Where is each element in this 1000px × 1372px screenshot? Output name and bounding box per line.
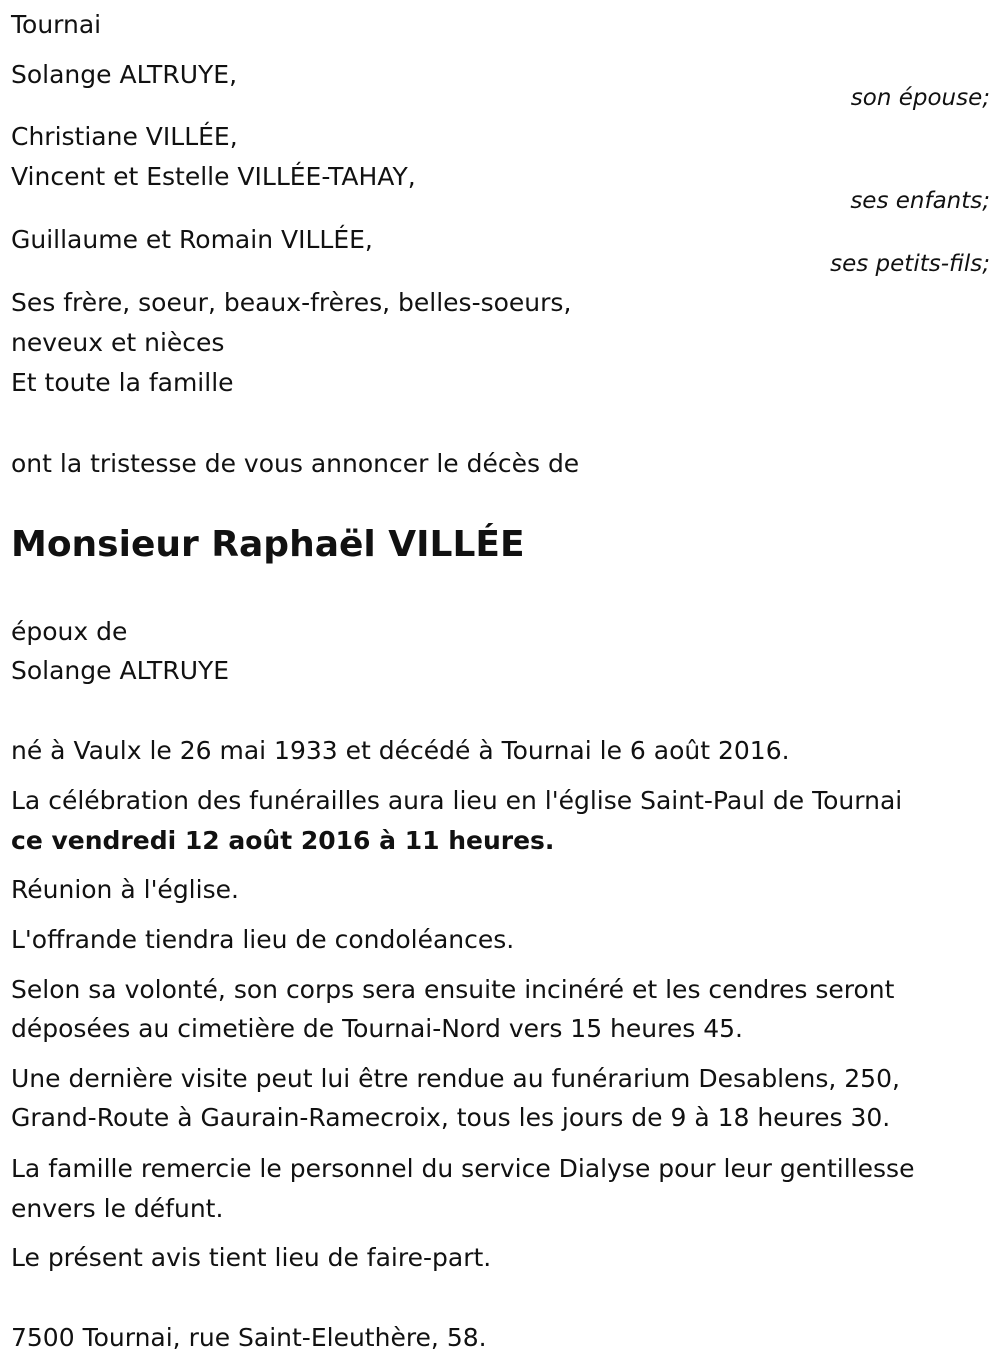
notice-line: Le présent avis tient lieu de faire-part.	[11, 1243, 492, 1272]
spouse-relation: son épouse;	[850, 85, 990, 111]
spouse-of-name: Solange ALTRUYE	[11, 656, 230, 685]
visit-line: Grand-Route à Gaurain-Ramecroix, tous les jours de 9 à 18 heures 30.	[11, 1103, 891, 1132]
children-relation: ses enfants;	[850, 188, 990, 214]
cremation-line: déposées au cimetière de Tournai-Nord vers 15 heures 45.	[11, 1014, 743, 1043]
visit-line: Une dernière visite peut lui être rendue au funérarium Desablens, 250,	[11, 1064, 900, 1093]
spouse-of-label: époux de	[11, 617, 128, 646]
cremation-line: Selon sa volonté, son corps sera ensuite incinéré et les cendres seront	[11, 975, 895, 1004]
funeral-place: La célébration des funérailles aura lieu en l'église Saint-Paul de Tournai	[11, 786, 903, 815]
city-heading: Tournai	[11, 10, 102, 39]
birth-death-dates: né à Vaulx le 26 mai 1933 et décédé à Tournai le 6 août 2016.	[11, 736, 790, 765]
family-address: 7500 Tournai, rue Saint-Eleuthère, 58.	[11, 1323, 487, 1352]
announcement-text: ont la tristesse de vous annoncer le décès de	[11, 449, 580, 478]
offering-note: L'offrande tiendra lieu de condoléances.	[11, 925, 515, 954]
funeral-datetime: ce vendredi 12 août 2016 à 11 heures.	[11, 826, 555, 855]
other-family-line: neveux et nièces	[11, 328, 225, 357]
grandchildren-names: Guillaume et Romain VILLÉE,	[11, 225, 373, 254]
thanks-line: La famille remercie le personnel du service Dialyse pour leur gentillesse	[11, 1154, 915, 1183]
deceased-name: Monsieur Raphaël VILLÉE	[11, 524, 525, 565]
thanks-line: envers le défunt.	[11, 1194, 224, 1223]
child-name: Christiane VILLÉE,	[11, 122, 238, 151]
other-family-line: Et toute la famille	[11, 368, 234, 397]
grandchildren-relation: ses petits-fils;	[830, 251, 990, 277]
child-name: Vincent et Estelle VILLÉE-TAHAY,	[11, 162, 416, 191]
other-family-line: Ses frère, soeur, beaux-frères, belles-soeurs,	[11, 288, 572, 317]
spouse-name: Solange ALTRUYE,	[11, 60, 238, 89]
gathering-note: Réunion à l'église.	[11, 875, 239, 904]
